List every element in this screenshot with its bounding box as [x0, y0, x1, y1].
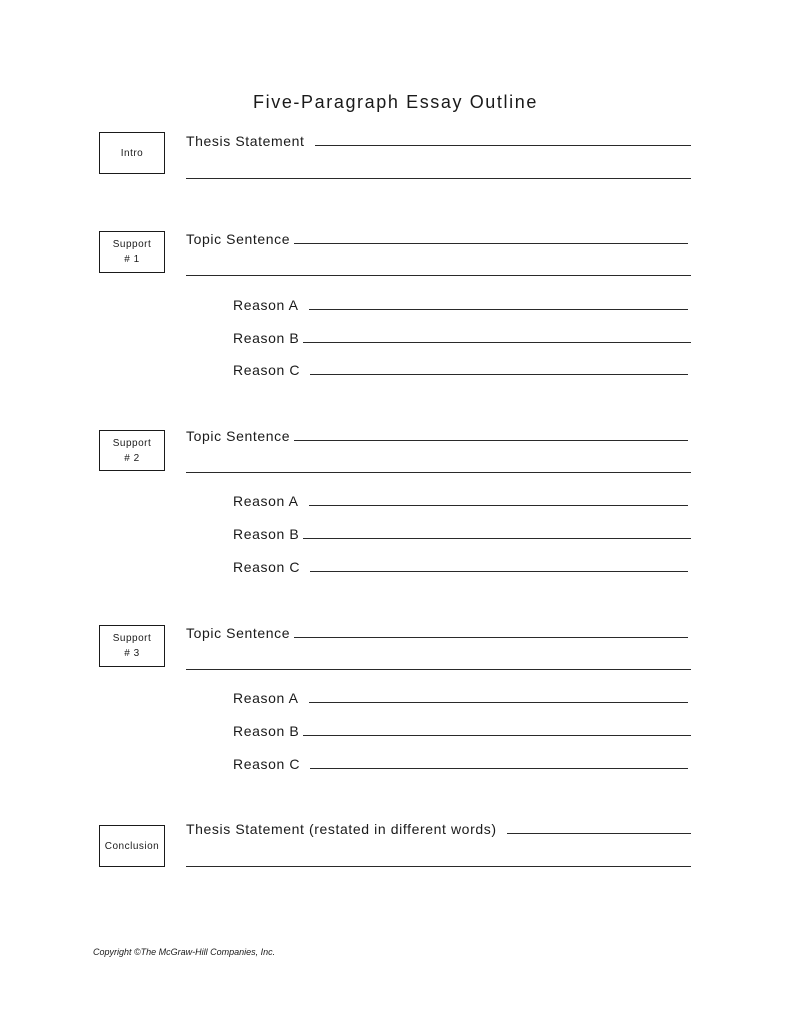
support-1-box-line2: # 1	[124, 254, 140, 265]
intro-box-label: Intro	[120, 147, 144, 159]
support-2-topic-row[interactable]	[186, 426, 688, 444]
page-title: Five-Paragraph Essay Outline	[253, 92, 538, 112]
conclusion-thesis-row[interactable]	[186, 819, 691, 837]
conclusion-continuation-line[interactable]	[186, 866, 691, 867]
support-1-topic-row[interactable]	[186, 229, 688, 247]
support-1-reason-c-blank[interactable]	[310, 374, 688, 375]
support-2-box	[99, 430, 165, 471]
intro-thesis-blank[interactable]	[315, 145, 691, 146]
support-3-reason-c-label: Reason C	[233, 756, 301, 772]
support-3-reason-b-row[interactable]	[233, 721, 691, 739]
support-1-reason-a-label: Reason A	[233, 297, 299, 313]
support-2-topic-label: Topic Sentence	[186, 428, 291, 444]
support-3-reason-a-row[interactable]	[233, 688, 688, 706]
support-2-continuation-line[interactable]	[186, 472, 691, 473]
support-1-reason-b-row[interactable]	[233, 328, 691, 346]
support-2-reason-b-label: Reason B	[233, 526, 300, 542]
support-2-reason-a-row[interactable]	[233, 491, 688, 509]
support-1-reason-c-row[interactable]	[233, 360, 688, 378]
support-3-reason-c-row[interactable]	[233, 754, 688, 772]
support-3-reason-b-blank[interactable]	[303, 735, 691, 736]
support-2-topic-blank[interactable]	[294, 440, 688, 441]
support-2-reason-c-label: Reason C	[233, 559, 301, 575]
support-2-reason-c-blank[interactable]	[310, 571, 688, 572]
support-3-topic-label: Topic Sentence	[186, 625, 291, 641]
intro-continuation-line[interactable]	[186, 178, 691, 179]
support-3-box-line1: Support	[112, 633, 152, 644]
support-1-continuation-line[interactable]	[186, 275, 691, 276]
support-3-reason-a-label: Reason A	[233, 690, 299, 706]
support-3-box-line2: # 3	[124, 648, 140, 659]
support-1-box-line1: Support	[112, 239, 152, 250]
support-3-topic-blank[interactable]	[294, 637, 688, 638]
support-3-box	[99, 625, 165, 667]
support-2-reason-a-blank[interactable]	[309, 505, 688, 506]
conclusion-thesis-label: Thesis Statement (restated in different words)	[186, 821, 497, 837]
support-3-reason-b-label: Reason B	[233, 723, 300, 739]
support-3-reason-c-blank[interactable]	[310, 768, 688, 769]
copyright-notice: Copyright ©The McGraw-Hill Companies, Inc.	[93, 947, 276, 957]
support-2-reason-a-label: Reason A	[233, 493, 299, 509]
support-2-box-line1: Support	[112, 437, 152, 449]
intro-thesis-label: Thesis Statement	[186, 133, 305, 149]
support-1-reason-a-row[interactable]	[233, 295, 688, 313]
support-2-reason-c-row[interactable]	[233, 557, 688, 575]
support-1-topic-blank[interactable]	[294, 243, 688, 244]
conclusion-box-label: Conclusion	[104, 840, 160, 852]
support-1-reason-b-label: Reason B	[233, 330, 300, 346]
support-1-box	[99, 231, 165, 273]
support-2-reason-b-row[interactable]	[233, 524, 691, 542]
support-1-reason-c-label: Reason C	[233, 362, 301, 378]
support-2-box-line2: # 2	[124, 452, 140, 464]
support-3-continuation-line[interactable]	[186, 669, 691, 670]
support-1-reason-a-blank[interactable]	[309, 309, 688, 310]
support-3-reason-a-blank[interactable]	[309, 702, 688, 703]
support-1-topic-label: Topic Sentence	[186, 231, 291, 247]
conclusion-box	[99, 825, 165, 867]
intro-box	[99, 132, 165, 174]
intro-thesis-row[interactable]	[186, 131, 691, 149]
support-3-topic-row[interactable]	[186, 623, 688, 641]
conclusion-thesis-blank[interactable]	[507, 833, 691, 834]
support-1-reason-b-blank[interactable]	[303, 342, 691, 343]
support-2-reason-b-blank[interactable]	[303, 538, 691, 539]
